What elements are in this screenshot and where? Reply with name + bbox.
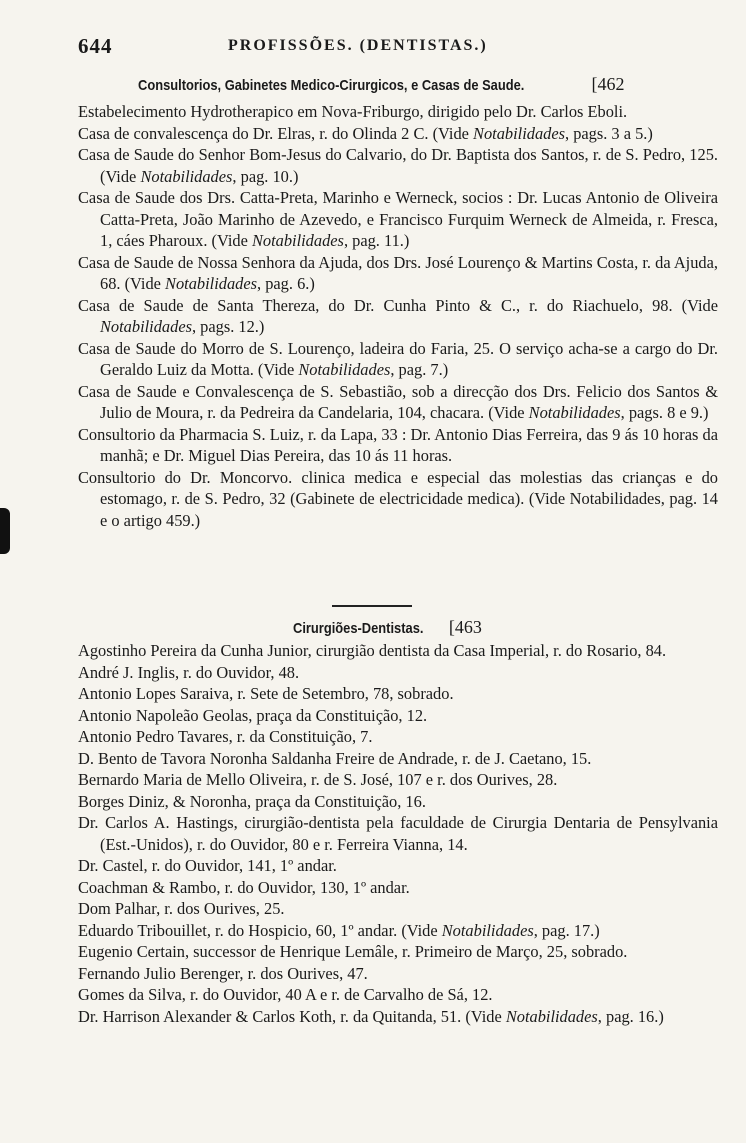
italic-reference: Notabilidades [100, 317, 192, 336]
italic-reference: Notabilidades [140, 166, 233, 186]
list-entry: Gomes da Silva, r. do Ouvidor, 40 A e r. de Carvalho de Sá, 12. [78, 985, 493, 1004]
list-entry: Casa de convalescença do Dr. Elras, r. do Olinda 2 C. (Vide Notabilidades, pags. 3 a 5.) [78, 123, 653, 143]
italic-reference: Notabilidades [165, 274, 258, 293]
italic-reference: Notabilidades [441, 920, 534, 940]
italic-reference: Notabilidades [298, 360, 391, 379]
margin-thumb-mark [0, 508, 10, 554]
list-entry: Eduardo Tribouillet, r. do Hospicio, 60, 1º andar. (Vide Notabilidades, pag. 17.) [78, 920, 600, 940]
consultorios-list [78, 101, 718, 531]
dentistas-list [78, 640, 718, 1027]
list-entry: Consultorio do Dr. Moncorvo. clinica medica e especial das molestias das crianças e do estomago, r. de S. Pedro, 32 (Gabinete de electricidade medica). (Vide Notabilidades, pag. 14 e o artigo 459.) [78, 467, 718, 530]
list-entry: André J. Inglis, r. do Ouvidor, 48. [78, 662, 300, 682]
list-entry: Casa de Saude do Morro de S. Lourenço, ladeira do Faria, 25. O serviço acha-se a cargo do Dr. Geraldo Luiz da Motta. (Vide Notabilidades, pag. 7.) [78, 338, 718, 379]
list-entry: Dom Palhar, r. dos Ourives, 25. [78, 899, 285, 918]
section-heading-consultorios [78, 74, 746, 95]
italic-reference: Notabilidades [473, 123, 565, 143]
list-entry: Estabelecimento Hydrotherapico em Nova-Friburgo, dirigido pelo Dr. Carlos Eboli. [78, 102, 628, 121]
italic-reference: Notabilidades [528, 403, 621, 422]
section-number: [462 [591, 74, 625, 94]
list-entry: Casa de Saude e Convalescença de S. Sebastião, sob a direcção dos Drs. Felicio dos Santos & Julio de Moura, r. da Pedreira da Candelaria, 104, chacara. (Vide Notabilidades, pags. 8 e 9.) [78, 381, 718, 422]
page-number: 644 [78, 34, 113, 58]
list-entry: Consultorio da Pharmacia S. Luiz, r. da Lapa, 33 : Dr. Antonio Dias Ferreira, das 9 ás 10 horas da manhã; e Dr. Miguel Dias Pereira, das 10 ás 11 horas. [78, 424, 718, 465]
italic-reference: Notabilidades [251, 231, 344, 250]
list-entry: Borges Diniz, & Noronha, praça da Constituição, 16. [78, 791, 426, 811]
list-entry: Antonio Lopes Saraiva, r. Sete de Setembro, 78, sobrado. [78, 684, 454, 703]
running-head-title: PROFISSÕES. (DENTISTAS.) [228, 37, 488, 54]
section-divider [332, 605, 412, 607]
section-title: Consultorios, Gabinetes Medico-Cirurgicos, e Casas de Saude. [138, 77, 525, 94]
list-entry: Agostinho Pereira da Cunha Junior, cirurgião dentista da Casa Imperial, r. do Rosario, 84. [78, 641, 667, 660]
list-entry: Casa de Saude do Senhor Bom-Jesus do Calvario, do Dr. Baptista dos Santos, r. de S. Pedro, 125. (Vide Notabilidades, pag. 10.) [78, 145, 718, 186]
list-entry: Fernando Julio Berenger, r. dos Ourives, 47. [78, 963, 368, 983]
list-entry: Coachman & Rambo, r. do Ouvidor, 130, 1º andar. [78, 877, 410, 897]
list-entry: Casa de Saude de Santa Thereza, do Dr. Cunha Pinto & C., r. do Riachuelo, 98. (Vide Notabilidades, pags. 12.) [78, 295, 718, 336]
section-number: [463 [448, 617, 482, 637]
list-entry: Eugenio Certain, successor de Henrique Lemâle, r. Primeiro de Março, 25, sobrado. [78, 942, 628, 961]
list-entry: Casa de Saude de Nossa Senhora da Ajuda, dos Drs. José Lourenço & Martins Costa, r. da Ajuda, 68. (Vide Notabilidades, pag. 6.) [78, 252, 718, 293]
list-entry: Casa de Saude dos Drs. Catta-Preta, Marinho e Werneck, socios : Dr. Lucas Antonio de Oliveira Catta-Preta, João Marinho de Azevedo, e Francisco Furquim Werneck de Almeida, r. Fresca, 1, cáes Pharoux. (Vide Notabilidades, pag. 11.) [78, 188, 718, 250]
list-entry: Bernardo Maria de Mello Oliveira, r. de S. José, 107 e r. dos Ourives, 28. [78, 770, 558, 789]
section-heading-dentistas [78, 617, 746, 638]
list-entry: D. Bento de Tavora Noronha Saldanha Freire de Andrade, r. de J. Caetano, 15. [78, 748, 592, 768]
italic-reference: Notabilidades [505, 1006, 598, 1026]
list-entry: Antonio Pedro Tavares, r. da Constituição, 7. [78, 727, 373, 746]
list-entry: Dr. Castel, r. do Ouvidor, 141, 1º andar. [78, 856, 337, 875]
running-head [78, 34, 718, 60]
list-entry: Antonio Napoleão Geolas, praça da Constituição, 12. [78, 705, 428, 725]
list-entry: Dr. Harrison Alexander & Carlos Koth, r. da Quitanda, 51. (Vide Notabilidades, pag. 16.) [78, 1006, 664, 1026]
list-entry: Dr. Carlos A. Hastings, cirurgião-dentista pela faculdade de Cirurgia Dentaria de Pensylvania (Est.-Unidos), r. do Ouvidor, 80 e r. Ferreira Vianna, 14. [78, 813, 718, 854]
section-title: Cirurgiões-Dentistas. [293, 620, 424, 637]
